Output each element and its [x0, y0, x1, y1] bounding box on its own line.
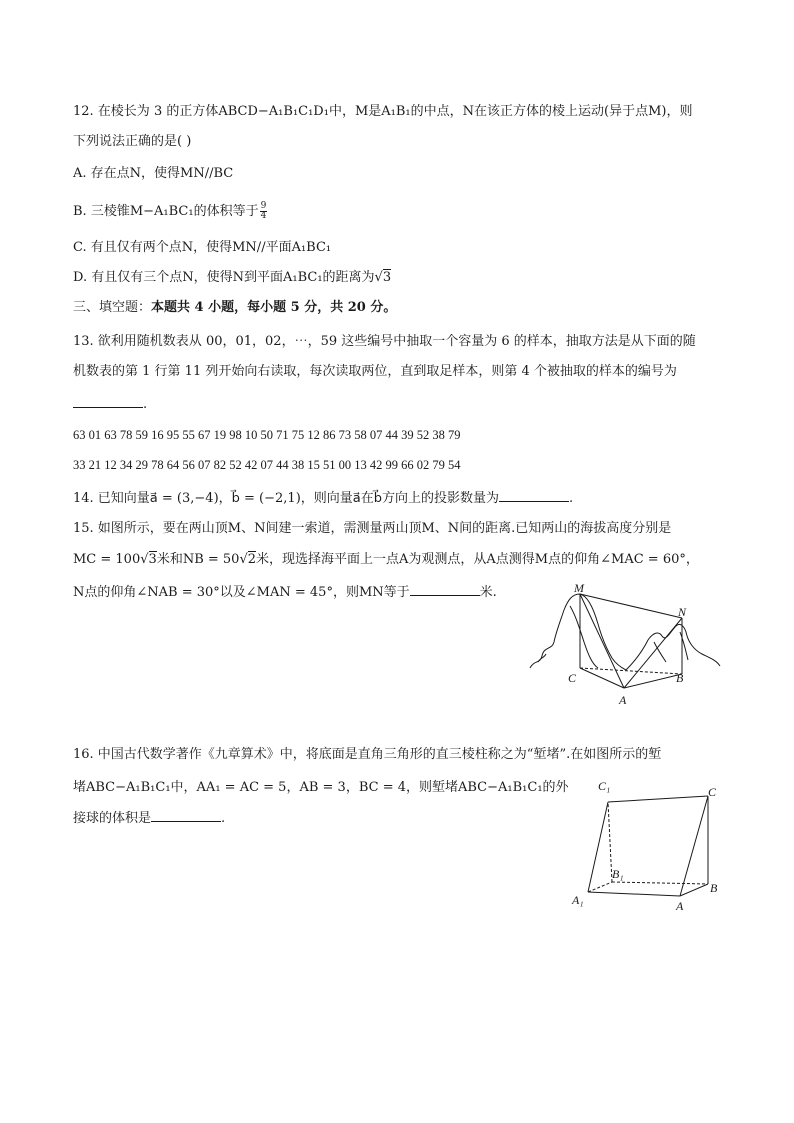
label-A1: A₁ — [572, 893, 584, 907]
edge-c-a — [680, 796, 708, 896]
q16-stem-line1: 16. 中国古代数学著作《九章算术》中，将底面是直角三角形的直三棱柱称之为“堑堵”.在如图所示的堑 — [73, 747, 662, 762]
q12-option-b-text: B. 三棱锥M−A₁BC₁的体积等于 — [73, 204, 259, 219]
sqrt-3-icon: √3 — [140, 552, 157, 567]
q12-stem-line2: 下列说法正确的是( ) — [73, 134, 192, 149]
q16-line3-text: 接球的体积是 — [73, 811, 152, 826]
q12-option-d — [73, 268, 391, 288]
sqrt-3: √3 — [374, 270, 392, 285]
q13-stem-line2: 机数表的第 1 行第 11 列开始向右读取，每次读取两位，直到取足样本，则第 4 个被抽取的样本的编号为 — [73, 364, 677, 379]
random-table-row-2: 33 21 12 34 29 78 64 56 07 82 52 42 07 44 38 15 51 00 13 42 99 66 02 79 54 — [73, 458, 461, 472]
q12-option-a: A. 存在点N，使得MN//BC — [73, 166, 234, 181]
q15-mc-label: MC = 100 — [73, 552, 141, 567]
q13-answer-line — [73, 393, 147, 415]
q16-stem-line3 — [73, 807, 225, 829]
q14-stem — [73, 487, 573, 509]
q14-text: 14. 已知向量a⃗ = (3,−4)，b⃗ = (−2,1)，则向量a⃗在b⃗方向上的投影数量为 — [73, 491, 499, 506]
label-M: M — [574, 581, 584, 595]
radicand: 2 — [247, 552, 257, 567]
fraction-9-4 — [260, 202, 268, 221]
radicand: 3 — [148, 552, 157, 567]
q12-option-c: C. 有且仅有两个点N，使得MN//平面A₁BC₁ — [73, 240, 332, 255]
q16-stem-line2: 堵ABC−A₁B₁C₁中，AA₁ = AC = 5，AB = 3，BC = 4，则堑堵ABC−A₁B₁C₁的外 — [73, 780, 569, 795]
label-C1: C₁ — [598, 779, 611, 793]
label-B: B — [676, 671, 684, 685]
label-C: C — [708, 785, 717, 799]
fraction-numerator: 9 — [260, 201, 267, 211]
q14-period: . — [568, 491, 574, 506]
q16-answer-blank[interactable] — [151, 807, 221, 822]
label-C: C — [568, 671, 577, 685]
section-3-title: 三、填空题： — [73, 300, 152, 315]
q15-answer-blank[interactable] — [410, 581, 480, 596]
q13-stem-line1: 13. 欲利用随机数表从 00，01，02，⋯，59 这些编号中抽取一个容量为 6 的样本，抽取方法是从下面的随 — [73, 334, 696, 349]
q15-stem-line2 — [73, 550, 699, 570]
q16-period: . — [221, 811, 226, 826]
q15-mountain-figure — [526, 580, 726, 710]
label-A: A — [676, 899, 684, 913]
q12-option-d-text: D. 有且仅有三个点N，使得N到平面A₁BC₁的距离为 — [73, 270, 375, 285]
q15-unit: 米. — [479, 585, 497, 600]
section-3-header — [73, 298, 396, 318]
q13-period: . — [143, 397, 148, 412]
q15-stem-line1: 15. 如图所示，要在两山顶M、N间建一索道，需测量两山顶M、N间的距离.已知两山的海拔高度分别是 — [73, 521, 672, 536]
q15-line3-text: N点的仰角∠NAB = 30°以及∠MAN = 45°，则MN等于 — [73, 585, 410, 600]
q15-stem-line3 — [73, 581, 497, 603]
q12-stem-line1: 12. 在棱长为 3 的正方体ABCD−A₁B₁C₁D₁中，M是A₁B₁的中点，N在该正方体的棱上运动(异于点M)，则 — [73, 104, 693, 119]
q13-answer-blank[interactable] — [73, 393, 143, 408]
sqrt-2-icon: √2 — [239, 552, 257, 567]
edge-c1-a1 — [588, 802, 608, 892]
q16-prism-figure — [570, 772, 730, 914]
label-N: N — [678, 605, 687, 619]
label-B1: B₁ — [612, 867, 624, 881]
q15-nb-label: 米和NB = 50 — [156, 552, 240, 567]
random-table-row-1: 63 01 63 78 59 16 95 55 67 19 98 10 50 71 75 12 86 73 58 07 44 39 52 38 79 — [73, 428, 461, 442]
section-3-desc: 本题共 4 小题，每小题 5 分，共 20 分。 — [151, 300, 397, 315]
label-A: A — [619, 693, 627, 707]
q14-answer-blank[interactable] — [499, 487, 569, 502]
fraction-denominator: 4 — [260, 211, 267, 221]
radicand: 3 — [382, 270, 392, 285]
label-B: B — [710, 881, 718, 895]
q12-option-b — [73, 202, 268, 222]
q15-line2-rest: 米，现选择海平面上一点A为观测点，从A点测得M点的仰角∠MAC = 60°， — [256, 552, 699, 567]
